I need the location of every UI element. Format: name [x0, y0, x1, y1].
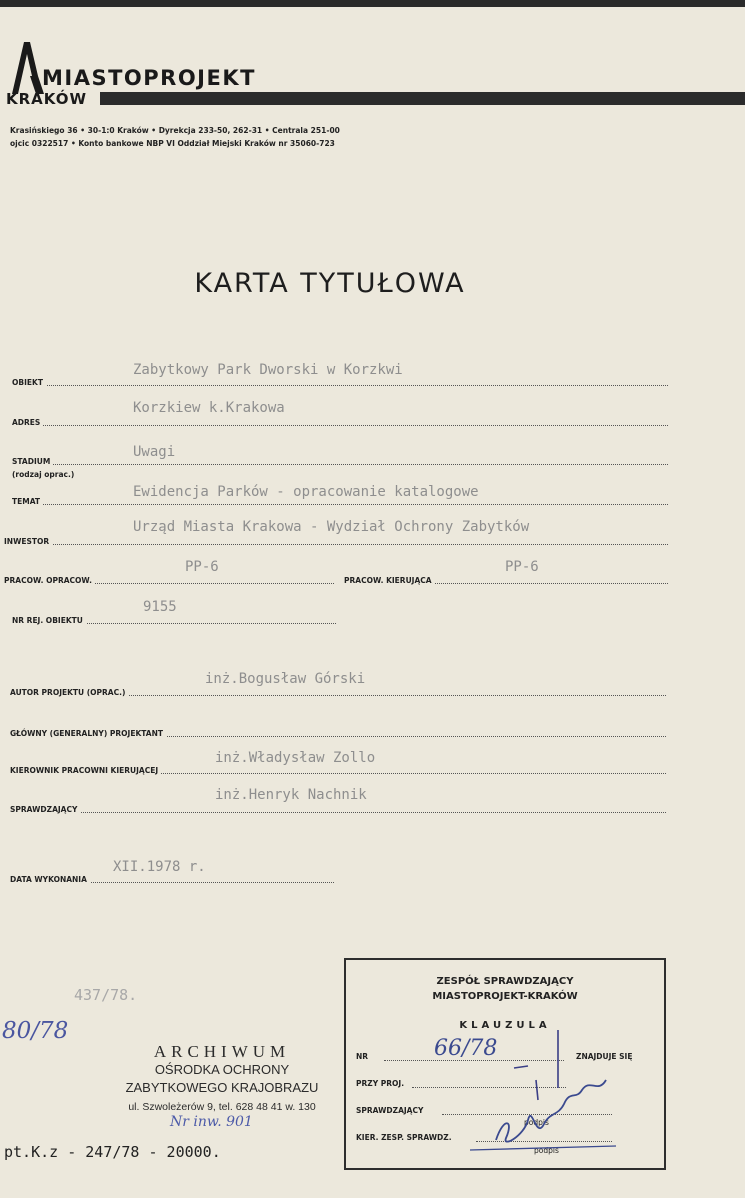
handwritten-signatures: [466, 1020, 662, 1166]
archive-stamp-line-3: ZABYTKOWEGO KRAJOBRAZU: [125, 1080, 319, 1095]
stamp-klauzula: KLAUZULA: [459, 1020, 551, 1031]
field-label: STADIUM: [12, 457, 53, 466]
stamp-kier-zesp-label: KIER. ZESP. SPRAWDZ.: [356, 1133, 452, 1142]
field-value-nr-rej-obiektu: 9155: [143, 599, 177, 615]
field-value-adres: Korzkiew k.Krakowa: [133, 400, 285, 416]
field-sublabel: (rodzaj oprac.): [12, 470, 75, 479]
field-glowny-projektant: [10, 724, 666, 738]
field-value-temat: Ewidencja Parków - opracowanie katalogowe: [133, 484, 479, 500]
field-label: AUTOR PROJEKTU (OPRAC.): [10, 688, 128, 697]
stamp-line-1: ZESPÓŁ SPRAWDZAJĄCY: [436, 976, 574, 987]
faint-number: 437/78.: [74, 986, 138, 1004]
company-city: KRAKÓW: [6, 90, 88, 108]
field-value-obiekt: Zabytkowy Park Dworski w Korzkwi: [133, 362, 403, 378]
stamp-nr-value: 66/78: [434, 1036, 498, 1061]
archive-stamp-title: ARCHIWUM: [153, 1042, 291, 1061]
header-rule: [100, 92, 745, 105]
archive-stamp-line-2: OŚRODKA OCHRONY: [154, 1062, 290, 1077]
field-label: OBIEKT: [12, 378, 46, 387]
verification-stamp: [344, 958, 666, 1170]
stamp-podpis-2: podpis: [534, 1146, 559, 1155]
field-pracownia-opracowujaca: [4, 571, 334, 585]
stamp-sprawdzajacy-label: SPRAWDZAJĄCY: [356, 1106, 424, 1115]
stamp-podpis-1: podpis: [524, 1118, 549, 1127]
field-label: PRACOW. KIERUJĄCA: [344, 576, 435, 585]
field-adres: [12, 413, 668, 427]
field-value-pracownia-kierujaca: PP-6: [505, 559, 539, 575]
field-value-sprawdzajacy: inż.Henryk Nachnik: [215, 787, 367, 803]
field-value-pracownia-opracowujaca: PP-6: [185, 559, 219, 575]
field-value-data-wykonania: XII.1978 r.: [113, 859, 206, 875]
footer-code: pt.K.z - 247/78 - 20000.: [4, 1143, 221, 1161]
field-stadium: [12, 452, 668, 466]
inventory-number-handwritten: Nr inw. 901: [170, 1114, 253, 1130]
field-label: GŁÓWNY (GENERALNY) PROJEKTANT: [10, 729, 166, 738]
stamp-znajduje-label: ZNAJDUJE SIĘ: [576, 1052, 633, 1061]
field-label: DATA WYKONANIA: [10, 875, 90, 884]
field-label: NR REJ. OBIEKTU: [12, 616, 86, 625]
field-value-autor-projektu: inż.Bogusław Górski: [205, 671, 366, 687]
field-label: TEMAT: [12, 497, 43, 506]
field-label: SPRAWDZAJĄCY: [10, 805, 80, 814]
address-line-1: Krasińskiego 36 • 30-1:0 Kraków • Dyrekcja 233-50, 262-31 • Centrala 251-00: [10, 126, 340, 135]
page-title: KARTA TYTUŁOWA: [194, 268, 466, 299]
field-value-kierownik-pracowni: inż.Władysław Zollo: [215, 750, 376, 766]
field-label: INWESTOR: [4, 537, 52, 546]
margin-note: 80/78: [2, 1018, 69, 1044]
address-line-2: ojcic 0322517 • Konto bankowe NBP VI Oddział Miejski Kraków nr 35060-723: [10, 139, 335, 148]
field-label: KIEROWNIK PRACOWNI KIERUJĄCEJ: [10, 766, 161, 775]
archive-stamp-line-4: ul. Szwoleżerów 9, tel. 628 48 41 w. 130: [128, 1101, 316, 1113]
stamp-przy-proj-label: PRZY PROJ.: [356, 1079, 405, 1088]
miastoprojekt-logo-icon: [8, 36, 46, 96]
company-name: MIASTOPROJEKT: [42, 66, 256, 90]
field-value-stadium: Uwagi: [133, 444, 176, 460]
stamp-nr-label: NR: [356, 1052, 369, 1061]
stamp-line-2: MIASTOPROJEKT-KRAKÓW: [432, 991, 578, 1002]
top-edge: [0, 0, 745, 7]
field-value-inwestor: Urząd Miasta Krakowa - Wydział Ochrony Zabytków: [133, 519, 530, 535]
field-label: ADRES: [12, 418, 43, 427]
field-label: PRACOW. OPRACOW.: [4, 576, 95, 585]
